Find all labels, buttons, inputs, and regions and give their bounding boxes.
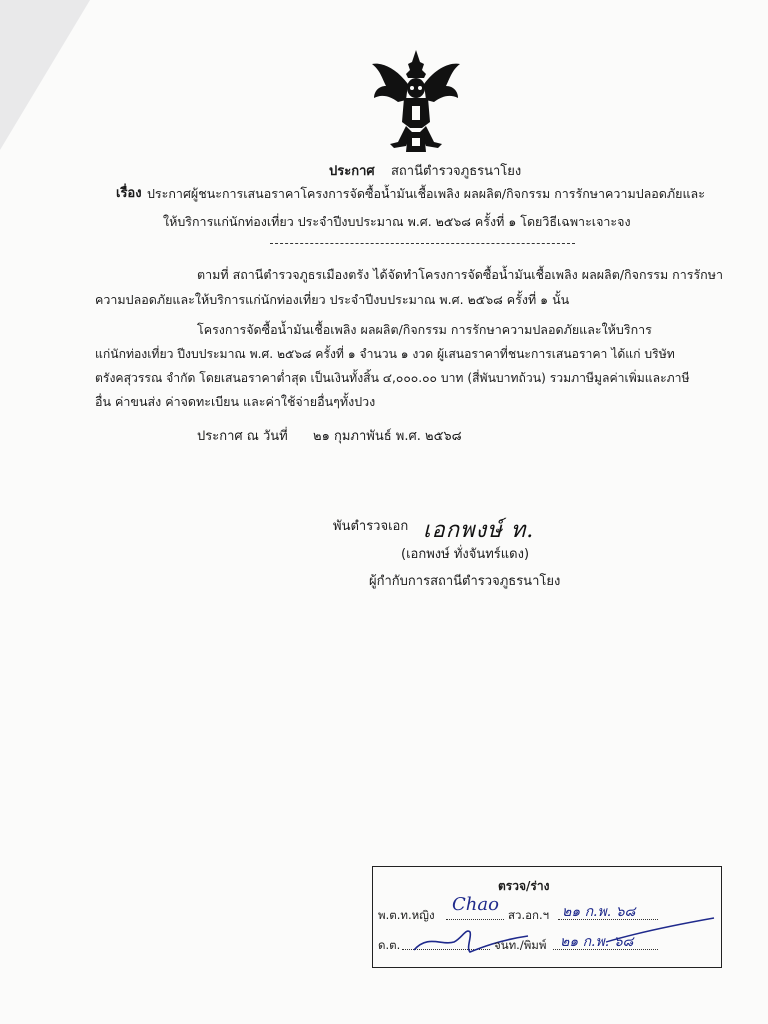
body-p2-line4: อื่น ค่าขนส่ง ค่าจดทะเบียน และค่าใช้จ่ายอื่นๆทั้งปวง <box>95 394 376 409</box>
review-box-title: ตรวจ/ร่าง <box>498 879 550 893</box>
signer-position: ผู้กำกับการสถานีตำรวจภูธรนาโยง <box>369 574 561 589</box>
handwritten-signature: เอกพงษ์ ท. <box>423 518 535 543</box>
body-p2-line2: แก่นักท่องเที่ยว ปีงบประมาณ พ.ศ. ๒๕๖๘ ครั้งที่ ๑ จำนวน ๑ งวด ผู้เสนอราคาที่ชนะการเสนอราคา ได้แก่ บริษัท <box>95 347 675 361</box>
signer-name: (เอกพงษ์ ทั่งจันทร์แดง) <box>401 547 530 562</box>
body-p1-line2: ความปลอดภัยและให้บริการแก่นักท่องเที่ยว ประจำปีงบประมาณ พ.ศ. ๒๕๖๘ ครั้งที่ ๑ นั้น <box>95 292 570 307</box>
page-fold-shadow <box>0 0 90 150</box>
date-label: ประกาศ ณ วันที่ <box>197 429 288 444</box>
review-row1-signature: Chao <box>452 894 499 915</box>
subject-line-2: ให้บริการแก่นักท่องเที่ยว ประจำปีงบประมาณ พ.ศ. ๒๕๖๘ ครั้งที่ ๑ โดยวิธีเฉพาะเจาะจง <box>163 214 631 229</box>
subject-label: เรื่อง <box>116 186 142 201</box>
review-row2-date: ๒๑ ก.พ. ๖๘ <box>560 934 634 950</box>
header-divider <box>270 243 575 244</box>
body-p1-line1: ตามที่ สถานีตำรวจภูธรเมืองตรัง ได้จัดทำโครงการจัดซื้อน้ำมันเชื้อเพลิง ผลผลิต/กิจกรรม การรักษา <box>197 267 723 282</box>
review-row2-mid: จนท./พิมพ์ <box>494 938 547 952</box>
review-row1-label: พ.ต.ท.หญิง <box>378 908 435 922</box>
announce-label: ประกาศ <box>329 164 375 179</box>
agency-name: สถานีตำรวจภูธรนาโยง <box>391 164 522 179</box>
body-p2-line3: ตรังคสุวรรณ จำกัด โดยเสนอราคาต่ำสุด เป็นเงินทั้งสิ้น ๔,๐๐๐.๐๐ บาท (สี่พันบาทถ้วน) รวมภาษีมูลค่าเพิ่มและภาษี <box>95 371 690 385</box>
body-p2-line1: โครงการจัดซื้อน้ำมันเชื้อเพลิง ผลผลิต/กิจกรรม การรักษาความปลอดภัยและให้บริการ <box>197 322 652 337</box>
garuda-emblem <box>368 48 464 156</box>
review-row1-sign-line <box>446 919 504 920</box>
review-row1-date: ๒๑ ก.พ. ๖๘ <box>562 904 636 920</box>
review-row1-mid: สว.อก.ฯ <box>508 908 550 922</box>
subject-line-1: ประกาศผู้ชนะการเสนอราคาโครงการจัดซื้อน้ำมันเชื้อเพลิง ผลผลิต/กิจกรรม การรักษาความปลอดภัยและ <box>147 186 705 201</box>
date-value: ๒๑ กุมภาพันธ์ พ.ศ. ๒๕๖๘ <box>313 429 462 444</box>
pen-stroke-mark <box>600 912 720 952</box>
signer-rank: พันตำรวจเอก <box>333 519 409 534</box>
review-row2-label: ด.ต. <box>378 938 401 952</box>
